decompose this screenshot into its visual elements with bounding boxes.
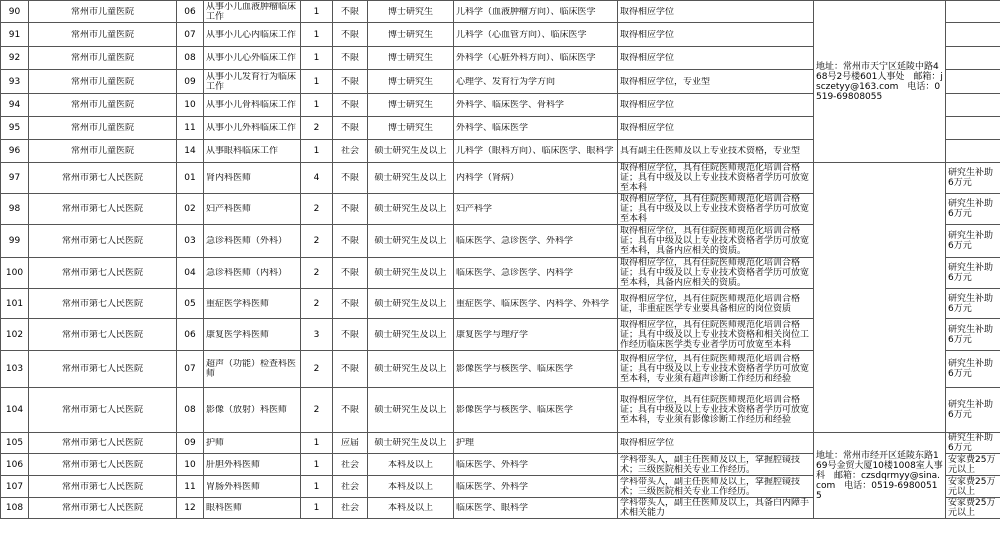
post-code-cell: 06 [177, 1, 204, 23]
employer-cell: 常州市第七人民医院 [29, 225, 177, 258]
post-code-cell: 10 [177, 94, 204, 117]
note-cell: 研究生补助6万元 [946, 225, 1000, 258]
post-code-cell: 11 [177, 117, 204, 140]
applicant-type-cell: 社会 [333, 140, 368, 163]
major-cell: 外科学（心脏外科方向）、临床医学 [454, 47, 618, 70]
headcount-cell: 1 [301, 47, 333, 70]
row-number: 101 [1, 289, 29, 319]
post-code-cell: 09 [177, 433, 204, 454]
post-name-cell: 从事小儿骨科临床工作 [204, 94, 301, 117]
major-cell: 外科学、临床医学、骨科学 [454, 94, 618, 117]
post-name-cell: 胃肠外科医师 [204, 476, 301, 498]
employer-cell: 常州市儿童医院 [29, 1, 177, 23]
post-name-cell: 从事小儿心内临床工作 [204, 23, 301, 47]
note-cell [946, 140, 1000, 163]
applicant-type-cell: 不限 [333, 194, 368, 225]
major-cell: 康复医学与理疗学 [454, 319, 618, 351]
row-number: 99 [1, 225, 29, 258]
education-cell: 博士研究生 [368, 1, 454, 23]
employer-cell: 常州市儿童医院 [29, 47, 177, 70]
table-row [1, 433, 1000, 454]
major-cell: 妇产科学 [454, 194, 618, 225]
employer-cell: 常州市第七人民医院 [29, 351, 177, 388]
note-cell: 研究生补助6万元 [946, 163, 1000, 194]
note-cell [946, 23, 1000, 47]
employer-cell: 常州市第七人民医院 [29, 194, 177, 225]
headcount-cell: 1 [301, 140, 333, 163]
post-code-cell: 07 [177, 351, 204, 388]
headcount-cell: 2 [301, 117, 333, 140]
applicant-type-cell: 不限 [333, 258, 368, 289]
row-number: 106 [1, 454, 29, 476]
requirement-cell: 取得相应学位，具有住院医师规范化培训合格证；具有中级及以上专业技术资格者学历可放宽至本科，具备内应相关的资质。 [618, 225, 814, 258]
applicant-type-cell: 社会 [333, 498, 368, 519]
row-number: 100 [1, 258, 29, 289]
education-cell: 博士研究生 [368, 23, 454, 47]
major-cell: 内科学（肾病） [454, 163, 618, 194]
post-name-cell: 妇产科医师 [204, 194, 301, 225]
requirement-cell: 取得相应学位 [618, 23, 814, 47]
headcount-cell: 4 [301, 163, 333, 194]
requirement-cell: 取得相应学位，具有住院医师规范化培训合格证；具有中级及以上专业技术资格和相关岗位工作经历临床医学类专业者学历可放宽至本科 [618, 319, 814, 351]
post-code-cell: 11 [177, 476, 204, 498]
requirement-cell: 取得相应学位，专业型 [618, 70, 814, 94]
headcount-cell: 1 [301, 23, 333, 47]
post-name-cell: 肝胆外科医师 [204, 454, 301, 476]
post-code-cell: 01 [177, 163, 204, 194]
post-code-cell: 04 [177, 258, 204, 289]
note-cell: 研究生补助6万元 [946, 388, 1000, 433]
contact-info-seventh-hospital: 地址：常州市经开区延陵东路169号金贸大厦10楼1008室人事科 邮箱：czsdqrmyy@sina.com 电话：0519-69800515 [814, 433, 946, 519]
headcount-cell: 1 [301, 454, 333, 476]
employer-cell: 常州市儿童医院 [29, 94, 177, 117]
requirement-cell: 取得相应学位，具有住院医师规范化培训合格证；具有中级及以上专业技术资格者学历可放宽至本科 [618, 194, 814, 225]
headcount-cell: 2 [301, 351, 333, 388]
education-cell: 硕士研究生及以上 [368, 351, 454, 388]
employer-cell: 常州市儿童医院 [29, 140, 177, 163]
headcount-cell: 2 [301, 258, 333, 289]
applicant-type-cell: 不限 [333, 1, 368, 23]
post-name-cell: 急诊科医师（外科） [204, 225, 301, 258]
requirement-cell: 取得相应学位 [618, 433, 814, 454]
applicant-type-cell: 不限 [333, 351, 368, 388]
employer-cell: 常州市第七人民医院 [29, 454, 177, 476]
note-cell: 研究生补助6万元 [946, 433, 1000, 454]
applicant-type-cell: 社会 [333, 454, 368, 476]
row-number: 91 [1, 23, 29, 47]
headcount-cell: 3 [301, 319, 333, 351]
note-cell: 研究生补助6万元 [946, 319, 1000, 351]
major-cell: 儿科学（眼科方向）、临床医学、眼科学 [454, 140, 618, 163]
row-number: 105 [1, 433, 29, 454]
major-cell: 重症医学、临床医学、内科学、外科学 [454, 289, 618, 319]
education-cell: 博士研究生 [368, 94, 454, 117]
applicant-type-cell: 不限 [333, 47, 368, 70]
major-cell: 影像医学与核医学、临床医学 [454, 388, 618, 433]
row-number: 94 [1, 94, 29, 117]
post-code-cell: 06 [177, 319, 204, 351]
employer-cell: 常州市第七人民医院 [29, 433, 177, 454]
education-cell: 硕士研究生及以上 [368, 194, 454, 225]
requirement-cell: 取得相应学位 [618, 47, 814, 70]
applicant-type-cell: 不限 [333, 117, 368, 140]
headcount-cell: 2 [301, 289, 333, 319]
requirement-cell: 学科带头人，副主任医师及以上，掌握腔镜技术；三级医院相关专业工作经历。 [618, 454, 814, 476]
education-cell: 博士研究生 [368, 47, 454, 70]
applicant-type-cell: 不限 [333, 70, 368, 94]
requirement-cell: 取得相应学位 [618, 94, 814, 117]
post-code-cell: 05 [177, 289, 204, 319]
education-cell: 硕士研究生及以上 [368, 433, 454, 454]
applicant-type-cell: 社会 [333, 476, 368, 498]
requirement-cell: 取得相应学位 [618, 117, 814, 140]
note-cell: 研究生补助6万元 [946, 258, 1000, 289]
post-code-cell: 12 [177, 498, 204, 519]
post-name-cell: 肾内科医师 [204, 163, 301, 194]
requirement-cell: 取得相应学位，具有住院医师规范化培训合格证；具有中级及以上专业技术资格者学历可放宽至本科，专业须有超声诊断工作经历和经验 [618, 351, 814, 388]
major-cell: 临床医学、外科学 [454, 476, 618, 498]
post-code-cell: 03 [177, 225, 204, 258]
post-name-cell: 急诊科医师（内科） [204, 258, 301, 289]
employer-cell: 常州市儿童医院 [29, 70, 177, 94]
headcount-cell: 1 [301, 476, 333, 498]
employer-cell: 常州市第七人民医院 [29, 289, 177, 319]
post-code-cell: 14 [177, 140, 204, 163]
note-cell [946, 70, 1000, 94]
post-code-cell: 08 [177, 388, 204, 433]
applicant-type-cell: 不限 [333, 94, 368, 117]
employer-cell: 常州市第七人民医院 [29, 476, 177, 498]
note-cell: 安家费25万元以上 [946, 476, 1000, 498]
row-number: 97 [1, 163, 29, 194]
post-name-cell: 超声（功能）检查科医师 [204, 351, 301, 388]
row-number: 102 [1, 319, 29, 351]
headcount-cell: 1 [301, 498, 333, 519]
requirement-cell: 取得相应学位，具有住院医师规范化培训合格证；具有中级及以上专业技术资格者学历可放宽至本科，专业须有影像诊断工作经历和经验 [618, 388, 814, 433]
table-row [1, 163, 1000, 194]
note-cell [946, 117, 1000, 140]
applicant-type-cell: 不限 [333, 163, 368, 194]
education-cell: 硕士研究生及以上 [368, 225, 454, 258]
headcount-cell: 2 [301, 388, 333, 433]
post-name-cell: 从事小儿发育行为临床工作 [204, 70, 301, 94]
major-cell: 临床医学、急诊医学、外科学 [454, 225, 618, 258]
note-cell: 研究生补助6万元 [946, 194, 1000, 225]
employer-cell: 常州市第七人民医院 [29, 388, 177, 433]
contact-info-empty [814, 163, 946, 433]
major-cell: 临床医学、眼科学 [454, 498, 618, 519]
post-code-cell: 07 [177, 23, 204, 47]
education-cell: 硕士研究生及以上 [368, 319, 454, 351]
education-cell: 硕士研究生及以上 [368, 163, 454, 194]
employer-cell: 常州市第七人民医院 [29, 258, 177, 289]
major-cell: 心理学、发育行为学方向 [454, 70, 618, 94]
headcount-cell: 2 [301, 194, 333, 225]
employer-cell: 常州市第七人民医院 [29, 163, 177, 194]
major-cell: 护理 [454, 433, 618, 454]
major-cell: 影像医学与核医学、临床医学 [454, 351, 618, 388]
post-name-cell: 从事眼科临床工作 [204, 140, 301, 163]
note-cell: 安家费25万元以上 [946, 454, 1000, 476]
post-name-cell: 从事小儿血液肿瘤临床工作 [204, 1, 301, 23]
education-cell: 本科及以上 [368, 454, 454, 476]
row-number: 96 [1, 140, 29, 163]
row-number: 107 [1, 476, 29, 498]
row-number: 90 [1, 1, 29, 23]
post-name-cell: 康复医学科医师 [204, 319, 301, 351]
education-cell: 硕士研究生及以上 [368, 388, 454, 433]
post-name-cell: 眼科医师 [204, 498, 301, 519]
requirement-cell: 学科带头人，副主任医师及以上，具备白内障手术相关能力 [618, 498, 814, 519]
education-cell: 硕士研究生及以上 [368, 140, 454, 163]
row-number: 104 [1, 388, 29, 433]
education-cell: 博士研究生 [368, 117, 454, 140]
post-name-cell: 护师 [204, 433, 301, 454]
requirement-cell: 具有副主任医师及以上专业技术资格，专业型 [618, 140, 814, 163]
contact-info-children-hospital: 地址：常州市天宁区延陵中路468号2号楼601人事处 邮箱：jsczetyy@163.com 电话：0519-69808055 [814, 1, 946, 163]
education-cell: 本科及以上 [368, 476, 454, 498]
major-cell: 临床医学、外科学 [454, 454, 618, 476]
row-number: 92 [1, 47, 29, 70]
headcount-cell: 1 [301, 70, 333, 94]
requirement-cell: 取得相应学位 [618, 1, 814, 23]
major-cell: 儿科学（血液肿瘤方向）、临床医学 [454, 1, 618, 23]
note-cell: 安家费25万元以上 [946, 498, 1000, 519]
note-cell [946, 47, 1000, 70]
headcount-cell: 1 [301, 1, 333, 23]
applicant-type-cell: 不限 [333, 319, 368, 351]
post-name-cell: 重症医学科医师 [204, 289, 301, 319]
requirement-cell: 学科带头人，副主任医师及以上，掌握腔镜技术；三级医院相关专业工作经历。 [618, 476, 814, 498]
post-code-cell: 09 [177, 70, 204, 94]
education-cell: 本科及以上 [368, 498, 454, 519]
education-cell: 硕士研究生及以上 [368, 289, 454, 319]
major-cell: 外科学、临床医学 [454, 117, 618, 140]
post-code-cell: 08 [177, 47, 204, 70]
post-name-cell: 影像（放射）科医师 [204, 388, 301, 433]
requirement-cell: 取得相应学位，具有住院医师规范化培训合格证；具有中级及以上专业技术资格者学历可放宽至本科 [618, 163, 814, 194]
employer-cell: 常州市儿童医院 [29, 23, 177, 47]
table-row [1, 1, 1000, 23]
education-cell: 博士研究生 [368, 70, 454, 94]
major-cell: 儿科学（心血管方向）、临床医学 [454, 23, 618, 47]
applicant-type-cell: 不限 [333, 225, 368, 258]
note-cell [946, 94, 1000, 117]
row-number: 108 [1, 498, 29, 519]
post-name-cell: 从事小儿心外临床工作 [204, 47, 301, 70]
requirement-cell: 取得相应学位，具有住院医师规范化培训合格证，非重症医学专业要具备相应的岗位资质 [618, 289, 814, 319]
applicant-type-cell: 不限 [333, 289, 368, 319]
note-cell: 研究生补助6万元 [946, 289, 1000, 319]
employer-cell: 常州市儿童医院 [29, 117, 177, 140]
applicant-type-cell: 不限 [333, 388, 368, 433]
applicant-type-cell: 不限 [333, 23, 368, 47]
post-name-cell: 从事小儿外科临床工作 [204, 117, 301, 140]
post-code-cell: 10 [177, 454, 204, 476]
row-number: 93 [1, 70, 29, 94]
post-code-cell: 02 [177, 194, 204, 225]
row-number: 95 [1, 117, 29, 140]
major-cell: 临床医学、急诊医学、内科学 [454, 258, 618, 289]
row-number: 98 [1, 194, 29, 225]
employer-cell: 常州市第七人民医院 [29, 498, 177, 519]
note-cell: 研究生补助6万元 [946, 351, 1000, 388]
headcount-cell: 2 [301, 225, 333, 258]
requirement-cell: 取得相应学位，具有住院医师规范化培训合格证；具有中级及以上专业技术资格者学历可放宽至本科，具备内应相关的资质。 [618, 258, 814, 289]
employer-cell: 常州市第七人民医院 [29, 319, 177, 351]
headcount-cell: 1 [301, 94, 333, 117]
note-cell [946, 1, 1000, 23]
headcount-cell: 1 [301, 433, 333, 454]
education-cell: 硕士研究生及以上 [368, 258, 454, 289]
applicant-type-cell: 应届 [333, 433, 368, 454]
row-number: 103 [1, 351, 29, 388]
